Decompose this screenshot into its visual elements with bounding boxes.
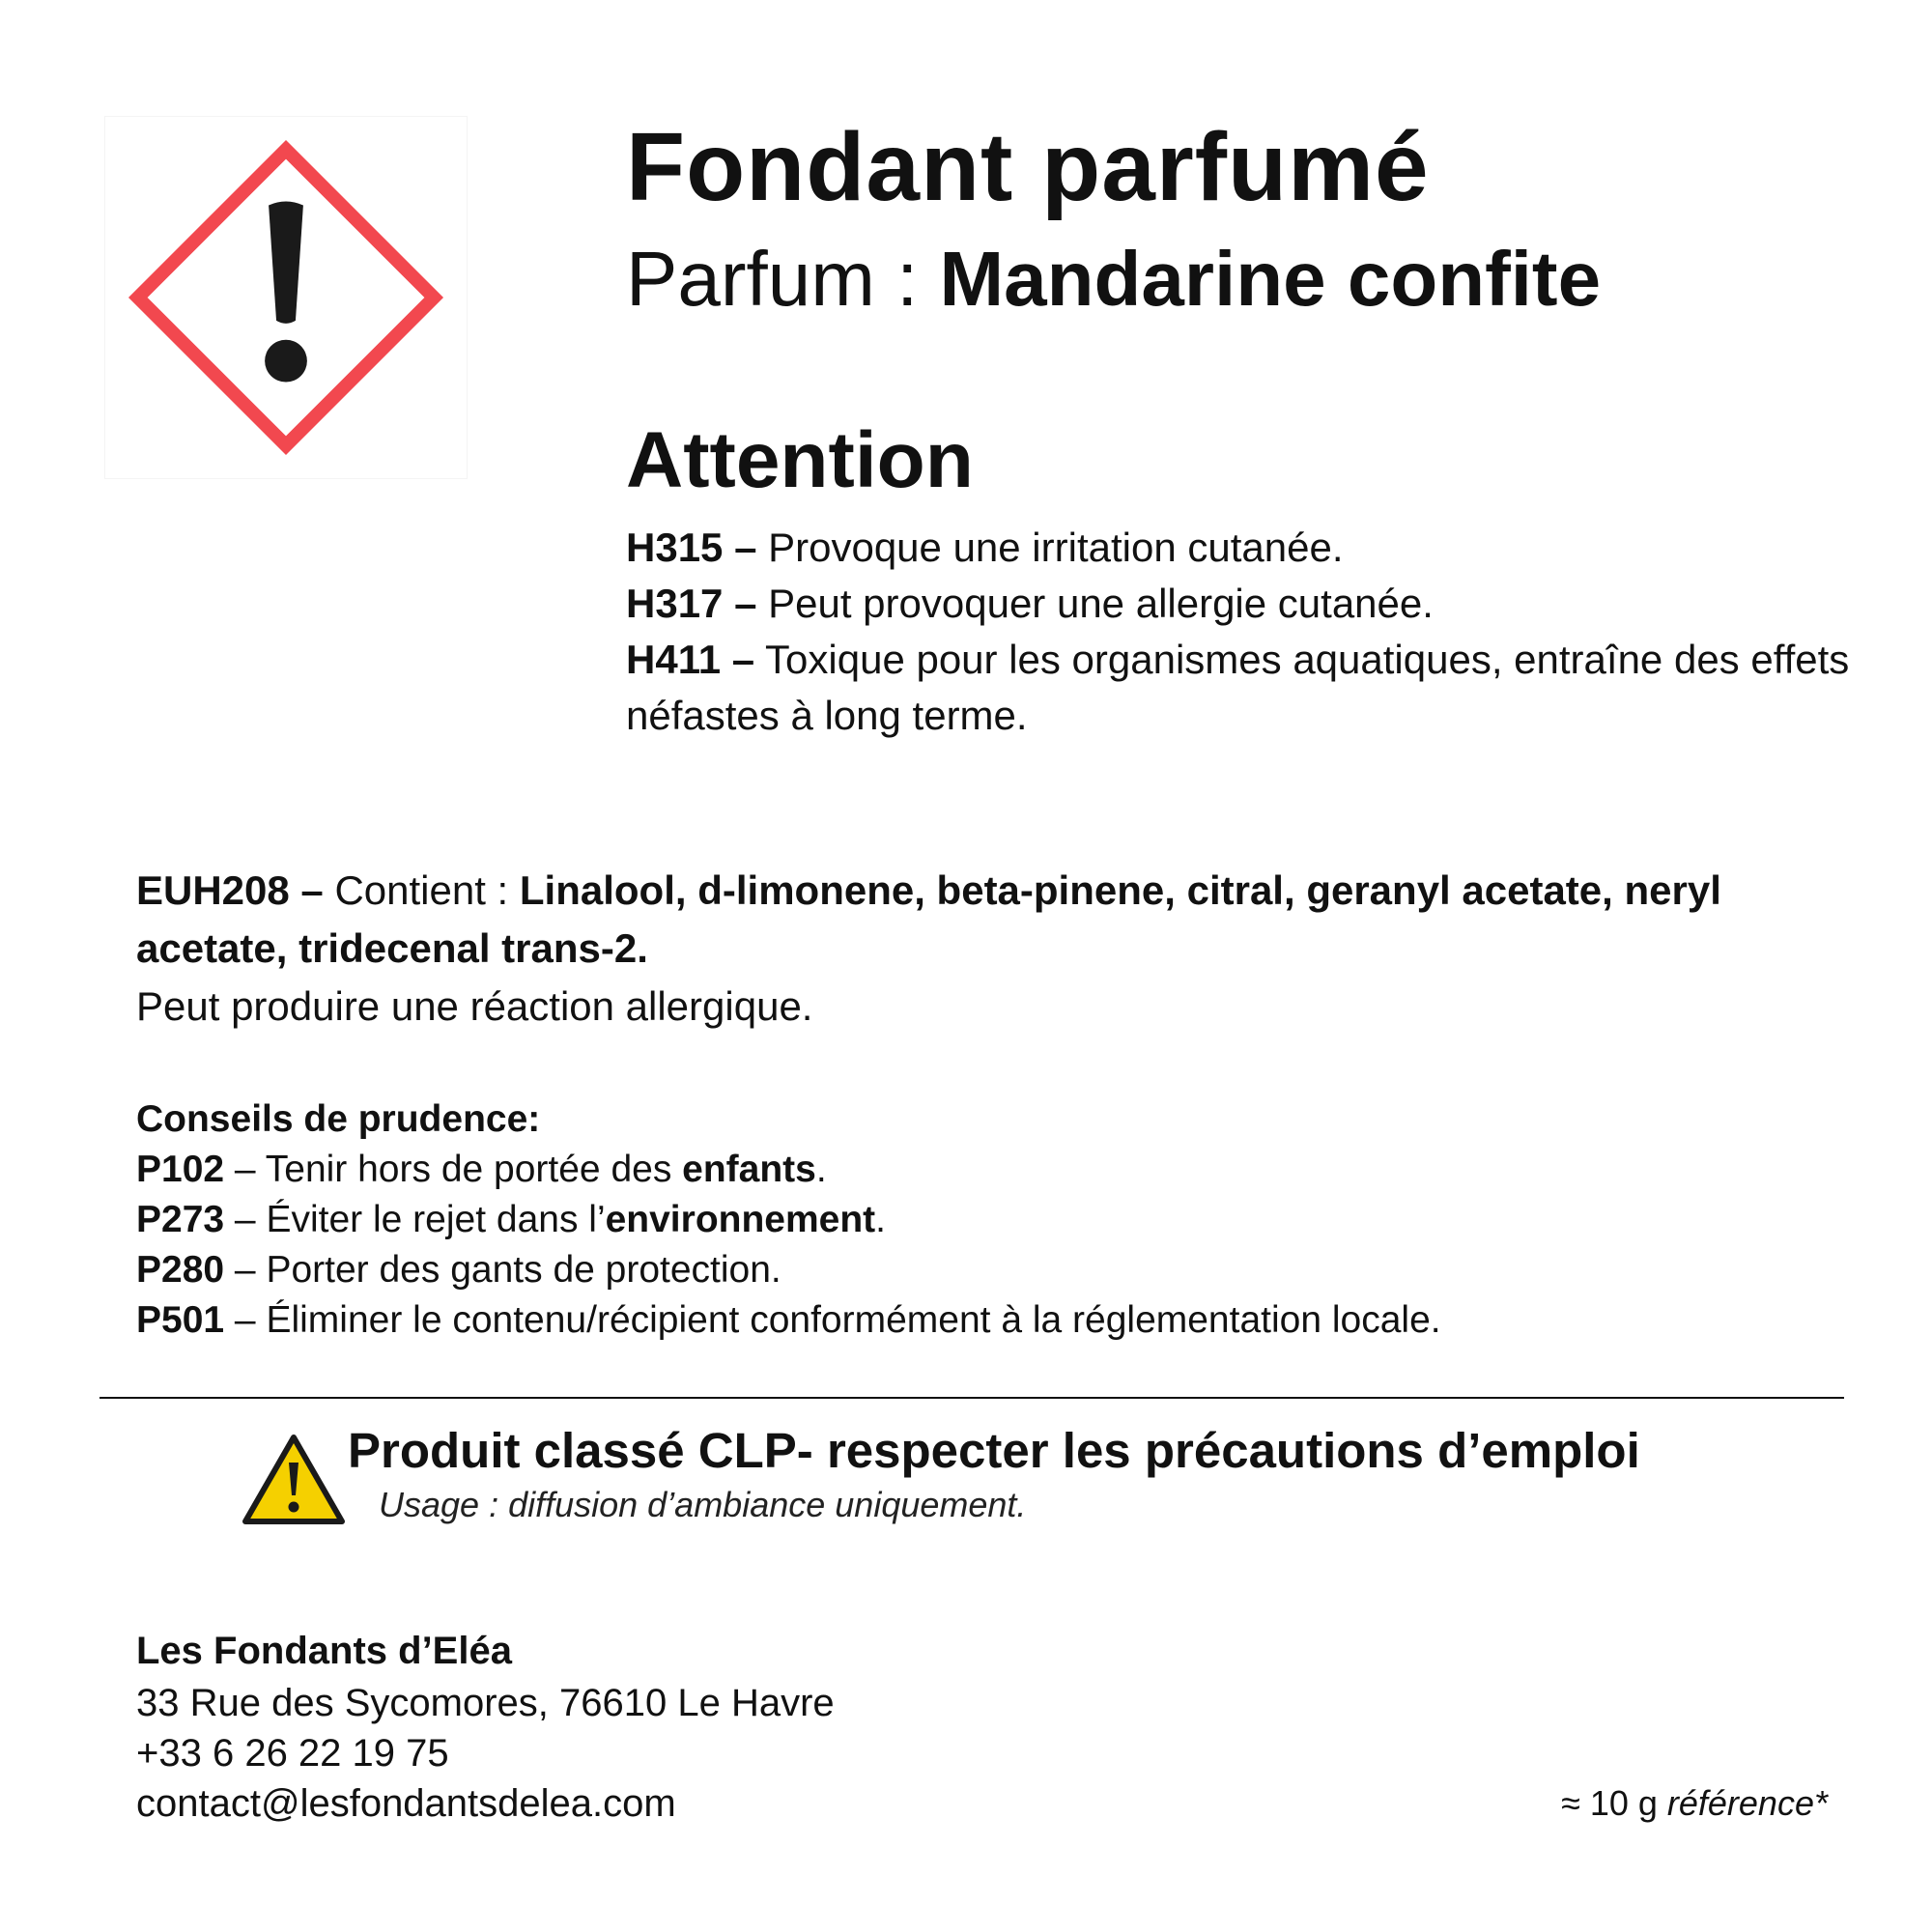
company-email: contact@lesfondantsdelea.com: [136, 1782, 676, 1825]
precautionary-text: – Porter des gants de protection.: [224, 1249, 781, 1291]
euh208-statement: [136, 862, 1817, 1036]
precautionary-statement: [136, 1145, 1817, 1195]
company-name: Les Fondants d’Eléa: [136, 1630, 512, 1672]
weight-value: ≈ 10 g: [1561, 1783, 1667, 1823]
precautionary-emphasis: enfants: [682, 1149, 816, 1190]
precautionary-statements: [136, 1094, 1817, 1346]
perfume-name: Mandarine confite: [939, 236, 1602, 322]
hazard-statements: [626, 520, 1872, 744]
precautionary-end: .: [815, 1149, 827, 1190]
euh208-substances: Linalool, d-limonene, beta-pinene, citral, geranyl acetate, neryl acetate, tridecenal trans-2.: [136, 867, 1721, 971]
precautionary-statement: [136, 1245, 1817, 1295]
precautionary-text: – Éliminer le contenu/récipient conformément à la réglementation locale.: [224, 1299, 1441, 1341]
hazard-statement: [626, 576, 1872, 632]
hazard-code: H411 –: [626, 637, 755, 682]
precautionary-code: P273: [136, 1199, 225, 1240]
exclamation-mark-icon: [105, 117, 467, 478]
hazard-statement: [626, 520, 1872, 576]
precautionary-text: – Tenir hors de portée des: [224, 1149, 683, 1190]
warning-triangle-icon: [240, 1432, 348, 1528]
euh208-code: EUH208 –: [136, 867, 324, 913]
hazard-text: Toxique pour les organismes aquatiques, entraîne des effets néfastes à long terme.: [626, 637, 1850, 738]
clp-notice-title: Produit classé CLP- respecter les précautions d’emploi: [348, 1423, 1640, 1478]
euh208-contains: [136, 862, 1817, 978]
hazard-text: Provoque une irritation cutanée.: [756, 525, 1344, 570]
product-title: Fondant parfumé: [626, 113, 1430, 221]
hazard-code: H315 –: [626, 525, 757, 570]
precautionary-code: P501: [136, 1299, 225, 1341]
precautionary-statement: [136, 1195, 1817, 1245]
net-weight: [1561, 1782, 1828, 1824]
precautionary-statement: [136, 1295, 1817, 1346]
euh208-contains-label: Contient :: [323, 867, 520, 913]
divider: [99, 1397, 1844, 1399]
precautionary-end: .: [875, 1199, 887, 1240]
hazard-code: H317 –: [626, 581, 757, 626]
precautionary-emphasis: environnement: [605, 1199, 876, 1240]
precautionary-code: P102: [136, 1149, 225, 1190]
perfume-line: [626, 237, 1601, 322]
hazard-text: Peut provoquer une allergie cutanée.: [756, 581, 1434, 626]
precautionary-heading: Conseils de prudence:: [136, 1098, 541, 1140]
company-address: 33 Rue des Sycomores, 76610 Le Havre: [136, 1682, 835, 1724]
hazard-statement: [626, 632, 1872, 744]
precautionary-text: – Éviter le rejet dans l’: [224, 1199, 606, 1240]
clp-usage-note: Usage : diffusion d’ambiance uniquement.: [379, 1485, 1027, 1524]
company-info: [136, 1626, 835, 1829]
ghs-exclamation-pictogram: [104, 116, 468, 479]
euh208-note: Peut produire une réaction allergique.: [136, 983, 813, 1029]
company-phone: +33 6 26 22 19 75: [136, 1732, 449, 1775]
weight-reference: référence*: [1666, 1783, 1828, 1823]
signal-word: Attention: [626, 416, 974, 504]
perfume-label: Parfum :: [626, 236, 940, 322]
precautionary-code: P280: [136, 1249, 225, 1291]
